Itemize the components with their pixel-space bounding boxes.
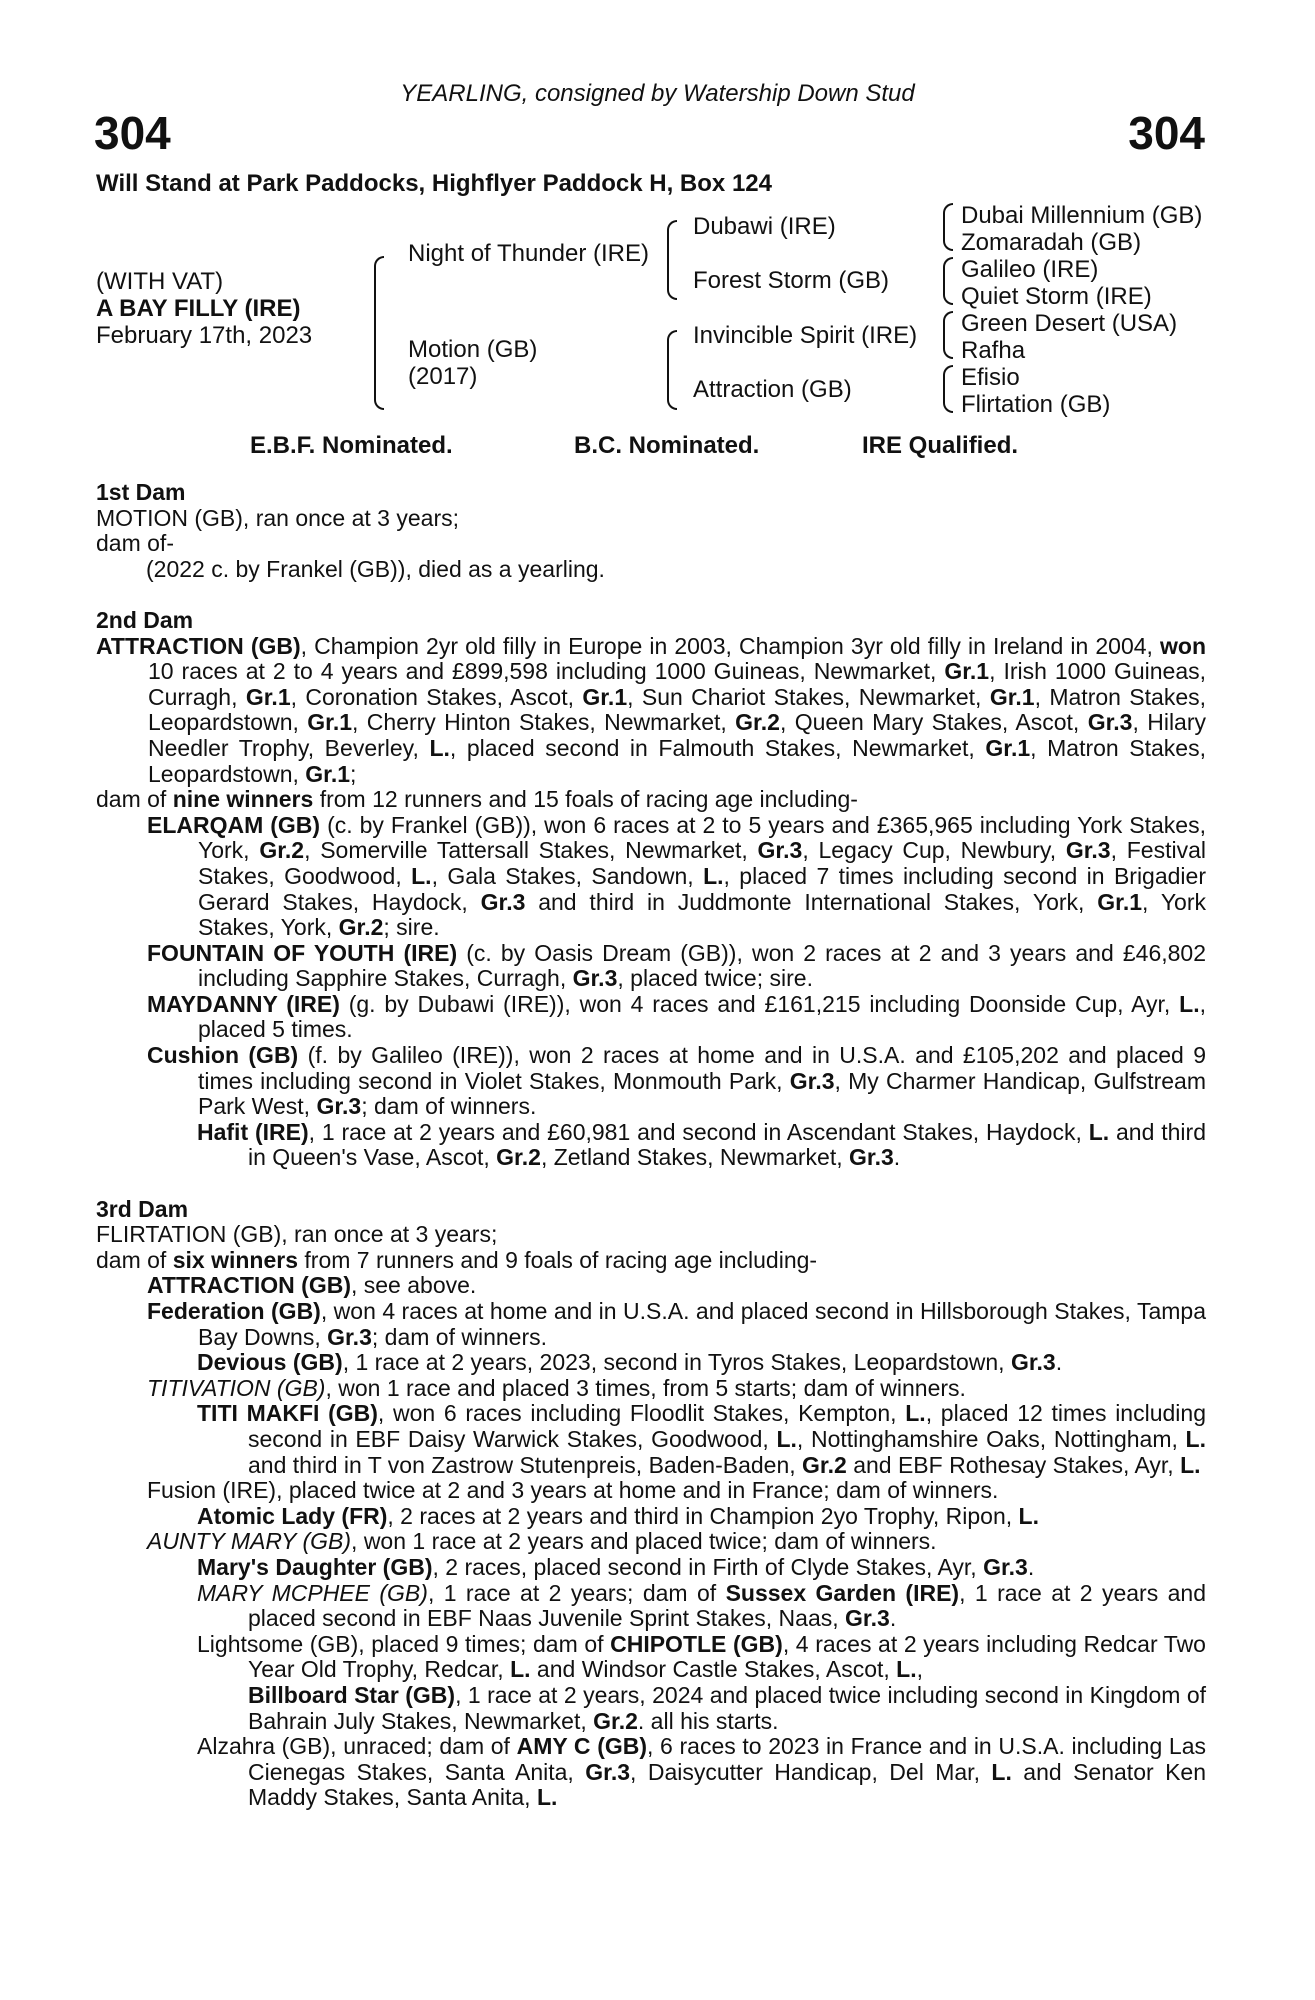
consignment-line: YEARLING, consigned by Watership Down Stud	[400, 80, 915, 107]
pedigree-brace	[667, 220, 677, 300]
produce-entry: Fusion (IRE), placed twice at 2 and 3 years at home and in France; dam of winners.	[147, 1477, 999, 1504]
pedigree-brace	[943, 311, 953, 359]
pedigree-brace	[667, 330, 677, 410]
first-dam-produce: (2022 c. by Frankel (GB)), died as a yearling.	[146, 555, 605, 582]
dam-year: (2017)	[408, 363, 478, 390]
produce-entry: ELARQAM (GB) (c. by Frankel (GB)), won 6 races at 2 to 5 years and £365,965 including York Stakes, York, Gr.2, Somerville Tattersall Stakes, Newmarket, Gr.3, Legacy Cup, Newbury, Gr.3, Festival Stakes, Goodwood, L., Gala Stakes, Sandown, L., placed 7 times including second in Brigadier Gerard Stakes, Haydock, Gr.3 and third in Juddmonte International Stakes, York, Gr.1, York Stakes, York, Gr.2; sire.	[147, 811, 1207, 941]
dam-sire-dam: Rafha	[961, 337, 1026, 364]
sire-dam-sire: Galileo (IRE)	[961, 256, 1099, 283]
dam-dam-sire: Efisio	[961, 364, 1020, 391]
produce-entry: Federation (GB), won 4 races at home and in U.S.A. and placed second in Hillsborough Stakes, Tampa Bay Downs, Gr.3; dam of winners.	[147, 1298, 1207, 1350]
produce-entry: TITIVATION (GB), won 1 race and placed 3 times, from 5 starts; dam of winners.	[147, 1374, 966, 1401]
produce-entry: FOUNTAIN OF YOUTH (IRE) (c. by Oasis Dream (GB)), won 2 races at 2 and 3 years and £46,802 including Sapphire Stakes, Curragh, Gr.3, placed twice; sire.	[147, 939, 1207, 992]
third-dam-damof: dam of six winners from 7 runners and 9 foals of racing age including-	[96, 1246, 818, 1273]
ebf-nominated: E.B.F. Nominated.	[250, 432, 453, 459]
dam-dam: Attraction (GB)	[693, 376, 852, 403]
pedigree-brace	[943, 203, 953, 251]
third-dam-heading: 3rd Dam	[96, 1195, 189, 1222]
second-dam-record: ATTRACTION (GB), Champion 2yr old filly in Europe in 2003, Champion 3yr old filly in Ireland in 2004, won 10 races at 2 to 4 years and £899,598 including 1000 Guineas, Newmarket, Gr.1, Irish 1000 Guineas, Curragh, Gr.1, Coronation Stakes, Ascot, Gr.1, Sun Chariot Stakes, Newmarket, Gr.1, Matron Stakes, Leopardstown, Gr.1, Cherry Hinton Stakes, Newmarket, Gr.2, Queen Mary Stakes, Ascot, Gr.3, Hilary Needler Trophy, Beverley, L., placed second in Falmouth Stakes, Newmarket, Gr.1, Matron Stakes, Leopardstown, Gr.1;	[96, 632, 1207, 787]
sire-sire: Dubawi (IRE)	[693, 213, 836, 240]
dam-dam-dam: Flirtation (GB)	[961, 391, 1111, 418]
produce-entry: Devious (GB), 1 race at 2 years, 2023, second in Tyros Stakes, Leopardstown, Gr.3.	[197, 1349, 1063, 1376]
first-dam-line: MOTION (GB), ran once at 3 years;	[96, 504, 459, 531]
produce-entry: TITI MAKFI (GB), won 6 races including Floodlit Stakes, Kempton, L., placed 12 times including second in EBF Daisy Warwick Stakes, Goodwood, L., Nottinghamshire Oaks, Nottingham, L. and third in T von Zastrow Stutenpreis, Baden-Baden, Gr.2 and EBF Rothesay Stakes, Ayr, L.	[197, 1400, 1206, 1478]
sire-sire-sire: Dubai Millennium (GB)	[961, 202, 1203, 229]
first-dam-damof: dam of-	[96, 530, 174, 557]
lot-title: A BAY FILLY (IRE)	[96, 295, 301, 322]
produce-entry: Atomic Lady (FR), 2 races at 2 years and third in Champion 2yo Trophy, Ripon, L.	[197, 1502, 1039, 1529]
produce-entry: MAYDANNY (IRE) (g. by Dubawi (IRE)), won 4 races and £161,215 including Doonside Cup, Ayr, L., placed 5 times.	[147, 990, 1206, 1043]
first-dam-heading: 1st Dam	[96, 479, 186, 505]
produce-entry: Alzahra (GB), unraced; dam of AMY C (GB), 6 races to 2023 in France and in U.S.A. including Las Cienegas Stakes, Santa Anita, Gr.3, Daisycutter Handicap, Del Mar, L. and Senator Ken Maddy Stakes, Santa Anita, L.	[197, 1733, 1207, 1811]
bc-nominated: B.C. Nominated.	[574, 432, 760, 459]
dam-sire: Invincible Spirit (IRE)	[693, 322, 918, 349]
lot-number-left: 304	[94, 107, 171, 159]
foaling-date: February 17th, 2023	[96, 322, 313, 349]
ire-qualified: IRE Qualified.	[862, 432, 1019, 459]
second-dam-heading: 2nd Dam	[96, 606, 194, 633]
produce-entry: ATTRACTION (GB), see above.	[147, 1272, 477, 1299]
produce-entry: Lightsome (GB), placed 9 times; dam of CHIPOTLE (GB), 4 races at 2 years including Redcar Two Year Old Trophy, Redcar, L. and Windsor Castle Stakes, Ascot, L., Billboard Star (GB), 1 race at 2 years, 2024 and placed twice including second in Kingdom of Bahrain July Stakes, Newmarket, Gr.2. all his starts.	[197, 1630, 1206, 1734]
pedigree-brace	[943, 257, 953, 305]
stand-location: Will Stand at Park Paddocks, Highflyer Paddock H, Box 124	[96, 170, 772, 197]
vat-label: (WITH VAT)	[96, 268, 224, 295]
sire-dam-dam: Quiet Storm (IRE)	[961, 283, 1152, 310]
produce-entry: MARY MCPHEE (GB), 1 race at 2 years; dam of Sussex Garden (IRE), 1 race at 2 years and placed second in EBF Naas Juvenile Sprint Stakes, Naas, Gr.3.	[197, 1579, 1206, 1632]
sire: Night of Thunder (IRE)	[408, 240, 649, 267]
sire-dam: Forest Storm (GB)	[693, 267, 890, 294]
dam-sire-sire: Green Desert (USA)	[961, 310, 1178, 337]
pedigree-brace	[374, 256, 384, 410]
lot-number-right: 304	[1128, 107, 1205, 159]
produce-entry: Hafit (IRE), 1 race at 2 years and £60,981 and second in Ascendant Stakes, Haydock, L. and third in Queen's Vase, Ascot, Gr.2, Zetland Stakes, Newmarket, Gr.3.	[197, 1118, 1206, 1171]
catalogue-body	[96, 480, 1206, 1811]
produce-entry: AUNTY MARY (GB), won 1 race at 2 years and placed twice; dam of winners.	[147, 1528, 937, 1555]
third-dam-line: FLIRTATION (GB), ran once at 3 years;	[96, 1221, 498, 1248]
second-dam-damof: dam of nine winners from 12 runners and 15 foals of racing age including-	[96, 786, 858, 813]
pedigree-brace	[943, 365, 953, 413]
produce-entry: Cushion (GB) (f. by Galileo (IRE)), won 2 races at home and in U.S.A. and £105,202 and placed 9 times including second in Violet Stakes, Monmouth Park, Gr.3, My Charmer Handicap, Gulfstream Park West, Gr.3; dam of winners.	[147, 1042, 1207, 1120]
dam: Motion (GB)	[408, 336, 538, 363]
sire-sire-dam: Zomaradah (GB)	[961, 229, 1142, 256]
produce-entry: Mary's Daughter (GB), 2 races, placed second in Firth of Clyde Stakes, Ayr, Gr.3.	[197, 1553, 1035, 1580]
